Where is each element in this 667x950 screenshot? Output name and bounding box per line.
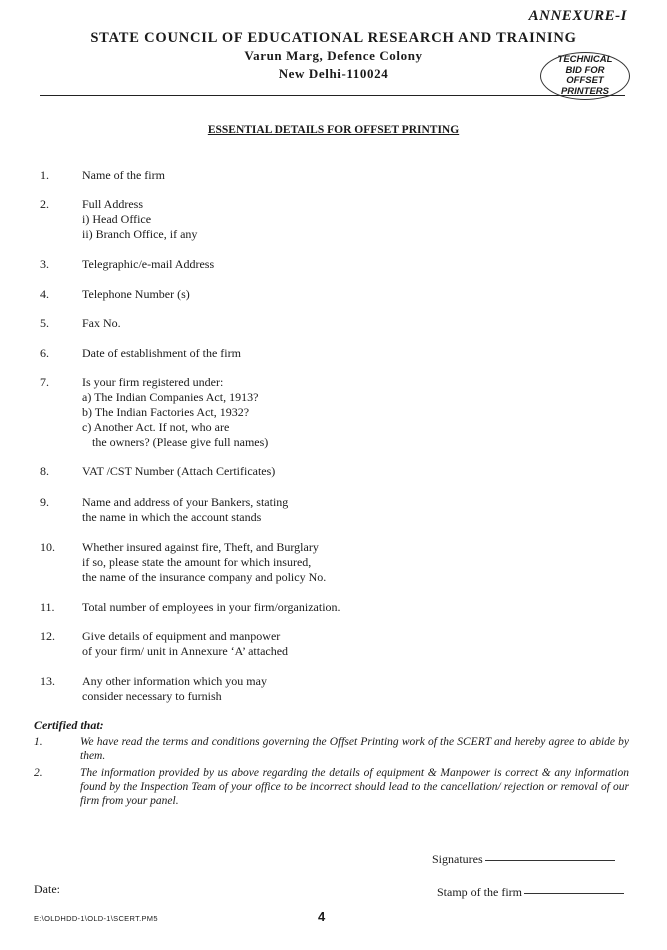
date-label: Date:: [34, 882, 60, 896]
technical-bid-stamp: [540, 52, 630, 100]
form-item-13: [40, 674, 600, 704]
item-label: Is your firm registered under:: [82, 375, 224, 389]
point-number: 1.: [34, 736, 43, 748]
form-item-11: [40, 600, 600, 615]
section-title: ESSENTIAL DETAILS FOR OFFSET PRINTING: [207, 124, 460, 136]
item-number: 13.: [40, 674, 55, 688]
item-label: Give details of equipment and manpower: [82, 629, 281, 643]
stamp-line: [524, 893, 624, 894]
stamp-line: PRINTERS: [560, 85, 610, 97]
signatures-field: [432, 852, 615, 867]
signatures-label: Signatures: [432, 852, 483, 866]
item-number: 2.: [40, 197, 49, 211]
certified-heading: Certified that:: [34, 718, 104, 732]
point-number: 2.: [34, 767, 43, 779]
organization-city: New Delhi-110024: [278, 66, 389, 81]
item-label: Date of establishment of the firm: [82, 346, 241, 360]
item-number: 1.: [40, 168, 49, 182]
annexure-label: ANNEXURE-I: [528, 8, 627, 24]
item-sublabel: b) The Indian Factories Act, 1932?: [82, 405, 250, 419]
item-label: Full Address: [82, 197, 144, 211]
item-label: Name of the firm: [82, 168, 165, 182]
item-sublabel: the owners? (Please give full names): [92, 435, 269, 449]
page-number: 4: [318, 909, 326, 924]
item-number: 4.: [40, 287, 49, 301]
form-item-12: [40, 629, 600, 659]
item-label-continued: of your firm/ unit in Annexure ‘A’ attached: [82, 644, 289, 658]
form-item-2: [40, 197, 600, 242]
item-number: 9.: [40, 495, 49, 509]
item-number: 11.: [40, 600, 55, 614]
item-label: Telegraphic/e-mail Address: [82, 257, 215, 271]
item-label: Telephone Number (s): [82, 287, 190, 301]
point-text: We have read the terms and conditions governing the Offset Printing work of the SCERT and hereby agree to abide by them.: [80, 736, 629, 762]
form-item-7: [40, 375, 600, 450]
item-label-continued: if so, please state the amount for which insured,: [82, 555, 312, 569]
stamp-line: TECHNICAL: [557, 54, 613, 65]
item-label: Whether insured against fire, Theft, and Burglary: [82, 540, 319, 554]
item-sublabel: i) Head Office: [82, 212, 152, 226]
item-label: VAT /CST Number (Attach Certificates): [82, 464, 276, 478]
stamp-line: OFFSET: [566, 75, 604, 86]
certification-point-1: [34, 735, 629, 763]
form-item-3: [40, 257, 600, 272]
form-item-10: [40, 540, 600, 585]
item-label-continued: the name in which the account stands: [82, 510, 262, 524]
stamp-line: BID FOR: [565, 64, 605, 76]
item-label: Name and address of your Bankers, stating: [82, 495, 289, 509]
item-label-continued: the name of the insurance company and policy No.: [82, 570, 327, 584]
item-label: Any other information which you may: [82, 674, 267, 688]
item-number: 3.: [40, 257, 49, 271]
stamp-of-firm-field: [437, 885, 624, 900]
item-label: Fax No.: [82, 316, 121, 330]
form-item-5: [40, 316, 600, 331]
certification-point-2: [34, 766, 629, 808]
organization-name: STATE COUNCIL OF EDUCATIONAL RESEARCH AND TRAINING: [90, 30, 577, 46]
point-text: The information provided by us above regarding the details of equipment & Manpower is correct & any information found by the Inspection Team of your office to be incorrect should lead to the cancellation/ rejection or removal of our firm from your panel.: [80, 767, 629, 807]
stamp-of-firm-label: Stamp of the firm: [437, 885, 522, 899]
signature-line: [485, 860, 615, 861]
item-label-continued: consider necessary to furnish: [82, 689, 222, 703]
item-number: 5.: [40, 316, 49, 330]
form-item-6: [40, 346, 600, 361]
item-number: 6.: [40, 346, 49, 360]
item-number: 7.: [40, 375, 49, 389]
item-label: Total number of employees in your firm/organization.: [82, 600, 341, 614]
form-item-4: [40, 287, 600, 302]
organization-address: Varun Marg, Defence Colony: [244, 48, 423, 63]
form-item-8: [40, 464, 600, 479]
item-sublabel: c) Another Act. If not, who are: [82, 420, 230, 434]
form-item-9: [40, 495, 600, 525]
item-number: 12.: [40, 629, 55, 643]
item-number: 8.: [40, 464, 49, 478]
item-number: 10.: [40, 540, 55, 554]
form-item-1: [40, 168, 600, 183]
item-sublabel: a) The Indian Companies Act, 1913?: [82, 390, 259, 404]
footer-file-code: E:\OLDHDD-1\OLD-1\SCERT.PM5: [34, 914, 158, 923]
header-divider: [40, 95, 625, 96]
item-sublabel: ii) Branch Office, if any: [82, 227, 198, 241]
